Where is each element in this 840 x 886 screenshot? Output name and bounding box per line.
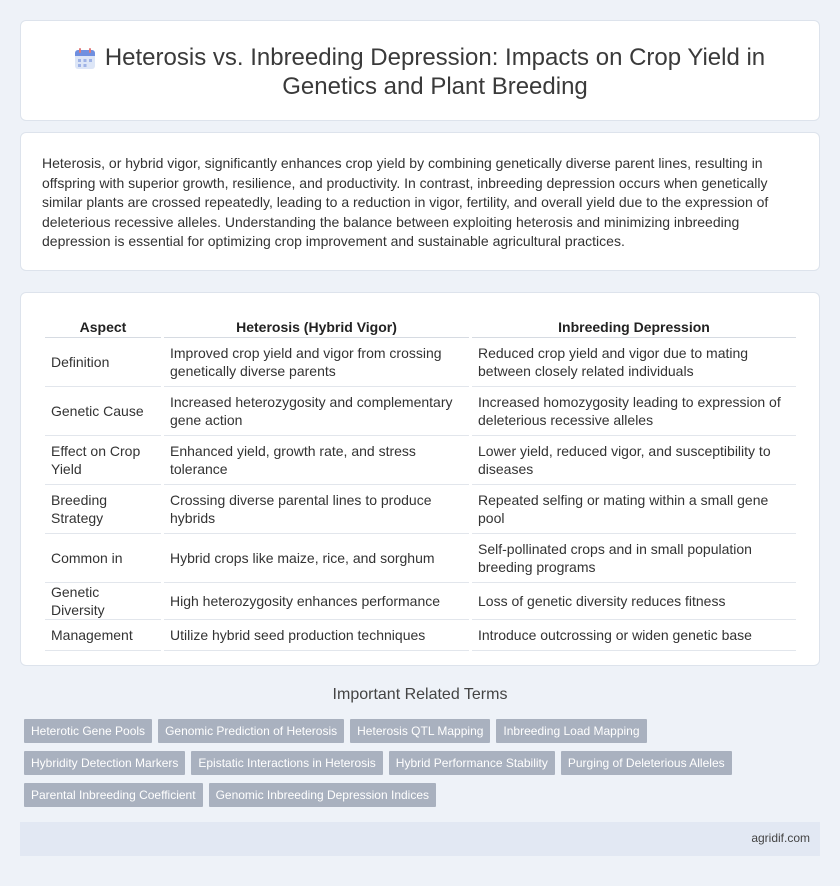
cell-inbreeding: Reduced crop yield and vigor due to mating between closely related individuals	[472, 338, 796, 387]
tag-row	[24, 783, 804, 807]
cell-inbreeding: Lower yield, reduced vigor, and susceptibility to diseases	[472, 436, 796, 485]
cell-inbreeding: Repeated selfing or mating within a small gene pool	[472, 485, 796, 534]
cell-inbreeding: Loss of genetic diversity reduces fitness	[472, 583, 796, 620]
cell-aspect: Management	[45, 620, 161, 651]
header-heterosis: Heterosis (Hybrid Vigor)	[164, 316, 469, 338]
tag-link[interactable]: Inbreeding Load Mapping	[496, 719, 646, 743]
cell-aspect: Breeding Strategy	[45, 485, 161, 534]
tag-link[interactable]: Purging of Deleterious Alleles	[561, 751, 732, 775]
table-row	[45, 485, 796, 534]
tag-link[interactable]: Genomic Inbreeding Depression Indices	[209, 783, 436, 807]
footer-site[interactable]: agridif.com	[751, 831, 810, 845]
tag-link[interactable]: Hybridity Detection Markers	[24, 751, 185, 775]
title-card	[20, 20, 820, 121]
tag-link[interactable]: Heterotic Gene Pools	[24, 719, 152, 743]
related-terms-title: Important Related Terms	[332, 686, 508, 703]
page-title: Heterosis vs. Inbreeding Depression: Impacts on Crop Yield in Genetics and Plant Breeding	[104, 44, 766, 100]
cell-aspect: Effect on Crop Yield	[45, 436, 161, 485]
cell-aspect: Genetic Cause	[45, 387, 161, 436]
comparison-card	[20, 292, 820, 666]
cell-aspect: Definition	[45, 338, 161, 387]
tag-link[interactable]: Heterosis QTL Mapping	[350, 719, 490, 743]
cell-heterosis: Crossing diverse parental lines to produce hybrids	[164, 485, 469, 534]
table-row	[45, 583, 796, 620]
intro-card	[20, 132, 820, 271]
table-row	[45, 387, 796, 436]
cell-aspect: Genetic Diversity	[45, 583, 161, 620]
intro-paragraph: Heterosis, or hybrid vigor, significantly enhances crop yield by combining genetically diverse parent lines, resulting in offspring with superior growth, resilience, and productivity. In contrast, inbreeding depression occurs when genetically similar plants are crossed repeatedly, leading to a reduction in vigor, fertility, and overall yield due to the expression of deleterious recessive alleles. Understanding the balance between exploiting heterosis and minimizing inbreeding depression is essential for optimizing crop improvement and sustainable agricultural practices.	[42, 155, 769, 249]
cell-inbreeding: Increased homozygosity leading to expression of deleterious recessive alleles	[472, 387, 796, 436]
table-row	[45, 338, 796, 387]
tag-link[interactable]: Hybrid Performance Stability	[389, 751, 555, 775]
cell-aspect: Common in	[45, 534, 161, 583]
cell-heterosis: Utilize hybrid seed production techniques	[164, 620, 469, 651]
footer	[20, 822, 820, 856]
cell-heterosis: Enhanced yield, growth rate, and stress tolerance	[164, 436, 469, 485]
table-row	[45, 620, 796, 651]
cell-inbreeding: Introduce outcrossing or widen genetic base	[472, 620, 796, 651]
cell-heterosis: Improved crop yield and vigor from crossing genetically diverse parents	[164, 338, 469, 387]
tag-row	[24, 751, 804, 775]
header-inbreeding: Inbreeding Depression	[472, 316, 796, 338]
table-row	[45, 534, 796, 583]
table-row	[45, 436, 796, 485]
cell-heterosis: High heterozygosity enhances performance	[164, 583, 469, 620]
comparison-table	[42, 316, 799, 651]
tag-link[interactable]: Parental Inbreeding Coefficient	[24, 783, 203, 807]
cell-heterosis: Increased heterozygosity and complementary gene action	[164, 387, 469, 436]
related-terms-tags	[24, 719, 804, 815]
tag-link[interactable]: Epistatic Interactions in Heterosis	[191, 751, 382, 775]
tag-row	[24, 719, 804, 743]
cell-heterosis: Hybrid crops like maize, rice, and sorghum	[164, 534, 469, 583]
tag-link[interactable]: Genomic Prediction of Heterosis	[158, 719, 344, 743]
cell-inbreeding: Self-pollinated crops and in small population breeding programs	[472, 534, 796, 583]
header-aspect: Aspect	[45, 316, 161, 338]
table-header-row	[45, 316, 796, 338]
